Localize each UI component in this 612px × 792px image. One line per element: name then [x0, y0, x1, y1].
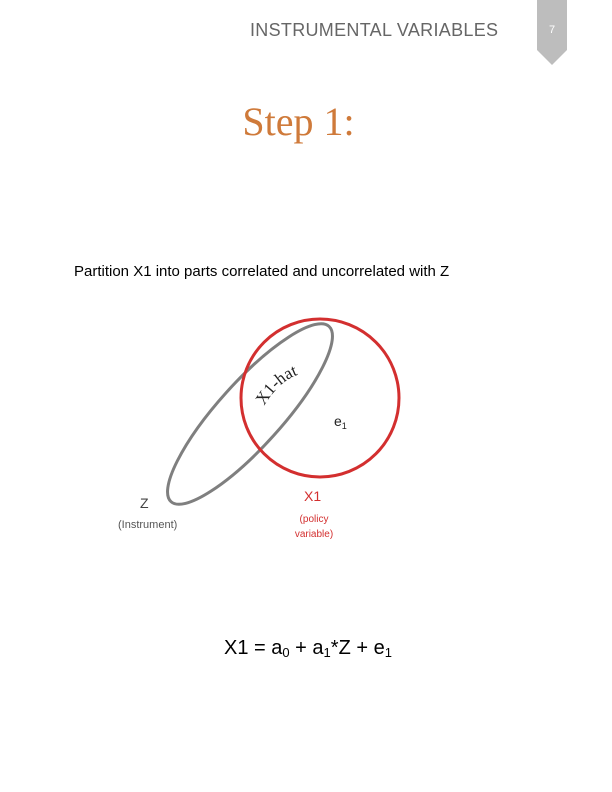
z-label: Z	[140, 495, 149, 511]
x1-hat-label	[252, 361, 300, 408]
x1-hat-text: X1-hat	[251, 360, 300, 408]
equation	[224, 637, 392, 660]
residual-subscript: 1	[341, 421, 347, 431]
equation-mid: + a	[289, 637, 324, 659]
z-ellipse	[147, 305, 352, 523]
x1-sublabel: (policy variable)	[294, 514, 334, 540]
x1-label: X1	[304, 488, 322, 504]
equation-lhs: X1 = a	[224, 637, 283, 659]
residual-label	[334, 413, 347, 431]
slide-subtitle: Partition X1 into parts correlated and uncorrelated with Z	[74, 263, 450, 280]
slide-title: Step 1:	[242, 99, 355, 144]
equation-sub2: 1	[384, 645, 392, 660]
residual-text: e	[334, 413, 342, 429]
z-sublabel: (Instrument)	[118, 519, 178, 531]
equation-sub0: 0	[282, 645, 290, 660]
equation-mid2: *Z + e	[330, 637, 385, 659]
header-title: INSTRUMENTAL VARIABLES	[250, 20, 499, 40]
equation-sub1: 1	[323, 645, 331, 660]
page-number: 7	[548, 24, 556, 36]
